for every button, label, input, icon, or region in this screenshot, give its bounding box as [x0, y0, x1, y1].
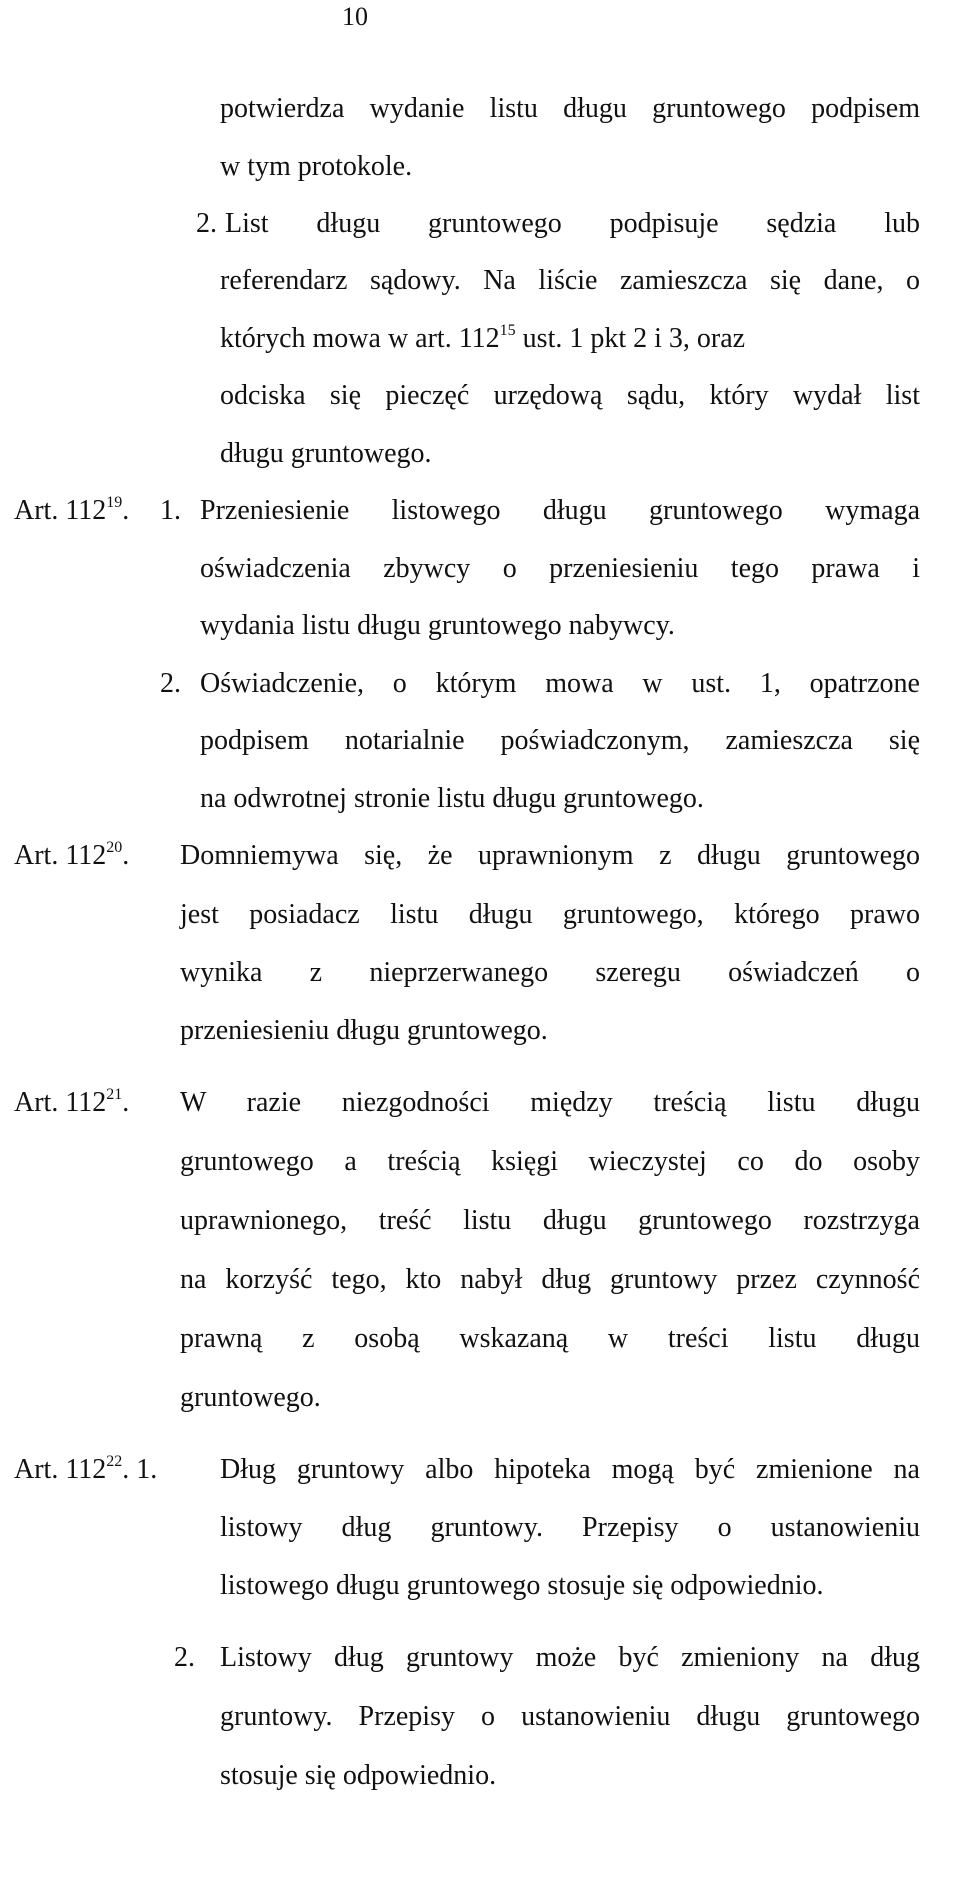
art20-line-1: Domniemywa się, że uprawnionym z długu gruntowego	[180, 840, 920, 871]
art19-p2-number: 2.	[160, 668, 181, 699]
para2-line-3-text-after: ust. 1 pkt 2 i 3, oraz	[515, 323, 746, 354]
art19-label-suffix: .	[122, 495, 130, 526]
para2-line-1: List długu gruntowego podpisuje sędzia lub	[225, 208, 920, 239]
art22-p2-line-2: gruntowy. Przepisy o ustanowieniu długu gruntowego	[220, 1701, 920, 1732]
art20-line-2: jest posiadacz listu długu gruntowego, którego prawo	[180, 899, 920, 930]
art19-p1-line-2: oświadczenia zbywcy o przeniesieniu tego prawa i	[200, 553, 920, 584]
art21-line-6: gruntowego.	[180, 1382, 321, 1413]
art20-label	[14, 839, 129, 873]
art20-label-text: Art. 112	[14, 840, 107, 871]
art19-p1-line-3: wydania listu długu gruntowego nabywcy.	[200, 610, 675, 641]
art22-p1-line-3: listowego długu gruntowego stosuje się odpowiednio.	[220, 1570, 824, 1601]
art22-p1-line-2: listowy dług gruntowy. Przepisy o ustanowieniu	[220, 1512, 920, 1543]
art22-label-suffix: . 1.	[122, 1454, 158, 1485]
art19-p1-line-1: Przeniesienie listowego długu gruntowego wymaga	[200, 495, 920, 526]
art19-p2-line-1: Oświadczenie, o którym mowa w ust. 1, opatrzone	[200, 668, 920, 699]
para2-line-4: odciska się pieczęć urzędową sądu, który wydał list	[220, 380, 920, 411]
art22-label-text: Art. 112	[14, 1454, 107, 1485]
para2-number: 2.	[196, 208, 217, 239]
art21-line-2: gruntowego a treścią księgi wieczystej co do osoby	[180, 1146, 920, 1177]
para2-line-3	[220, 322, 920, 356]
art22-p2-line-3: stosuje się odpowiednio.	[220, 1760, 497, 1791]
art22-p2-number: 2.	[174, 1642, 195, 1673]
art21-line-3: uprawnionego, treść listu długu gruntowego rozstrzyga	[180, 1205, 920, 1236]
art19-p1-number: 1.	[160, 495, 181, 526]
art22-label	[14, 1453, 157, 1487]
art19-label-sup: 19	[106, 493, 123, 511]
art19-label	[14, 494, 129, 528]
page-number: 10	[342, 2, 368, 31]
art20-label-sup: 20	[106, 838, 123, 856]
art21-line-4: na korzyść tego, kto nabył dług gruntowy przez czynność	[180, 1264, 920, 1295]
para2-line-5: długu gruntowego.	[220, 438, 432, 469]
art19-label-text: Art. 112	[14, 495, 107, 526]
para2-line-3-text: których mowa w art. 112	[220, 323, 500, 354]
art21-line-5: prawną z osobą wskazaną w treści listu długu	[180, 1323, 920, 1354]
art22-label-sup: 22	[106, 1452, 123, 1470]
art20-line-3: wynika z nieprzerwanego szeregu oświadczeń o	[180, 957, 920, 988]
art21-label-sup: 21	[106, 1085, 123, 1103]
continuation-line-1: potwierdza wydanie listu długu gruntowego podpisem	[220, 93, 920, 124]
art19-p2-line-2: podpisem notarialnie poświadczonym, zamieszcza się	[200, 725, 920, 756]
art19-p2-line-3: na odwrotnej stronie listu długu gruntowego.	[200, 783, 704, 814]
art21-label	[14, 1086, 129, 1120]
art22-p1-line-1: Dług gruntowy albo hipoteka mogą być zmienione na	[220, 1454, 920, 1485]
art20-label-suffix: .	[122, 840, 130, 871]
para2-line-2: referendarz sądowy. Na liście zamieszcza się dane, o	[220, 265, 920, 296]
continuation-line-2: w tym protokole.	[220, 151, 413, 182]
art20-line-4: przeniesieniu długu gruntowego.	[180, 1015, 548, 1046]
art21-label-text: Art. 112	[14, 1087, 107, 1118]
para2-line-3-sup: 15	[499, 321, 516, 339]
art21-line-1: W razie niezgodności między treścią listu długu	[180, 1087, 920, 1118]
art21-label-suffix: .	[122, 1087, 130, 1118]
art22-p2-line-1: Listowy dług gruntowy może być zmieniony na dług	[220, 1642, 920, 1673]
